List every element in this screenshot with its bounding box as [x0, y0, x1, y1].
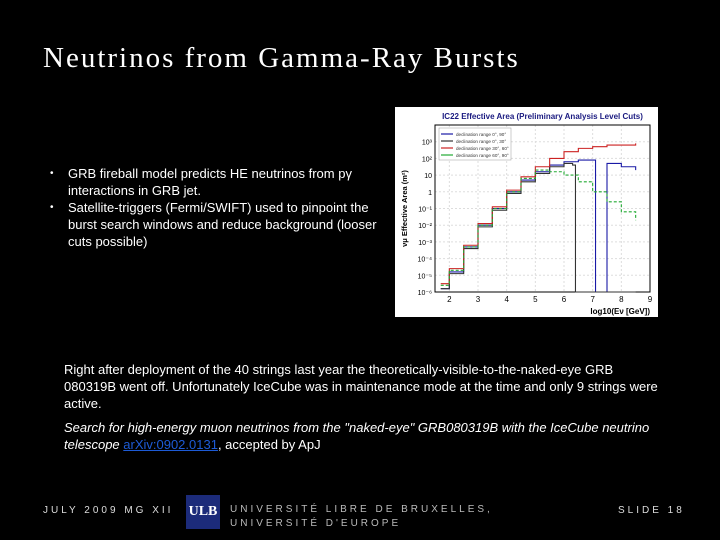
- bullet-item: [50, 165, 380, 199]
- y-tick-label: 10⁻⁶: [417, 290, 432, 297]
- footer-slide-number: SLIDE 18: [618, 505, 685, 516]
- footer-date: JULY 2009 MG XII: [43, 505, 174, 516]
- y-tick-label: 10⁻⁴: [417, 256, 432, 264]
- slide-title: Neutrinos from Gamma-Ray Bursts: [43, 42, 520, 74]
- x-tick-label: 7: [590, 295, 595, 304]
- reference-tail: , accepted by ApJ: [217, 437, 321, 452]
- legend-label: declination range 30°, 60°: [456, 146, 509, 151]
- bullet-icon: •: [50, 202, 54, 213]
- series-line: [441, 143, 636, 283]
- y-tick-label: 10⁻¹: [418, 206, 432, 214]
- x-tick-label: 5: [533, 295, 538, 304]
- chart-title: IC22 Effective Area (Preliminary Analysis Level Cuts): [442, 112, 643, 121]
- caption-text: Right after deployment of the 40 strings last year the theoretically-visible-to-the-naked-eye GRB 080319B went off. Unfortunately IceCube was in maintenance mode at the time and only 9 strings were active.: [64, 362, 658, 411]
- y-tick-label: 10: [424, 173, 432, 181]
- arxiv-link[interactable]: arXiv:0902.0131: [123, 437, 218, 452]
- chart-svg: [395, 107, 658, 317]
- footer-institution: UNIVERSITÉ LIBRE DE BRUXELLES, UNIVERSITÉ D'EUROPE: [230, 504, 493, 529]
- x-tick-label: 4: [504, 295, 509, 304]
- series-line: [441, 163, 636, 292]
- y-tick-label: 1: [428, 189, 432, 197]
- x-axis-label: log10(Eν [GeV]): [590, 307, 650, 316]
- bullet-list: [50, 165, 380, 250]
- x-tick-label: 3: [475, 295, 481, 304]
- x-tick-label: 8: [619, 295, 624, 304]
- y-axis-label: νμ Effective Area (m²): [400, 170, 409, 247]
- x-tick-label: 9: [647, 295, 653, 304]
- y-tick-label: 10³: [421, 139, 432, 147]
- series-line: [441, 170, 636, 285]
- legend-label: declination range 0°, 90°: [456, 132, 507, 137]
- y-tick-label: 10²: [421, 156, 432, 164]
- x-tick-label: 6: [561, 295, 567, 304]
- legend-label: declination range 60°, 90°: [456, 153, 509, 158]
- legend-label: declination range 0°, 30°: [456, 139, 507, 144]
- y-tick-label: 10⁻⁵: [417, 273, 432, 281]
- reference-caption: [64, 419, 664, 453]
- bullet-icon: •: [50, 168, 54, 179]
- y-tick-label: 10⁻²: [418, 223, 432, 231]
- bullet-item: [50, 199, 380, 250]
- ulb-logo: ULB: [186, 495, 220, 529]
- y-tick-label: 10⁻³: [418, 239, 432, 247]
- effective-area-chart: [395, 107, 658, 317]
- series-line: [441, 160, 636, 292]
- bullet-text: Satellite-triggers (Fermi/SWIFT) used to pinpoint the burst search windows and reduce background (looser cuts possible): [68, 200, 377, 249]
- bullet-text: GRB fireball model predicts HE neutrinos from pγ interactions in GRB jet.: [68, 166, 352, 198]
- x-tick-label: 2: [447, 295, 452, 304]
- reference-text: Search for high-energy muon neutrinos from the "naked-eye" GRB080319B with the IceCube neutrino telescope: [64, 420, 650, 452]
